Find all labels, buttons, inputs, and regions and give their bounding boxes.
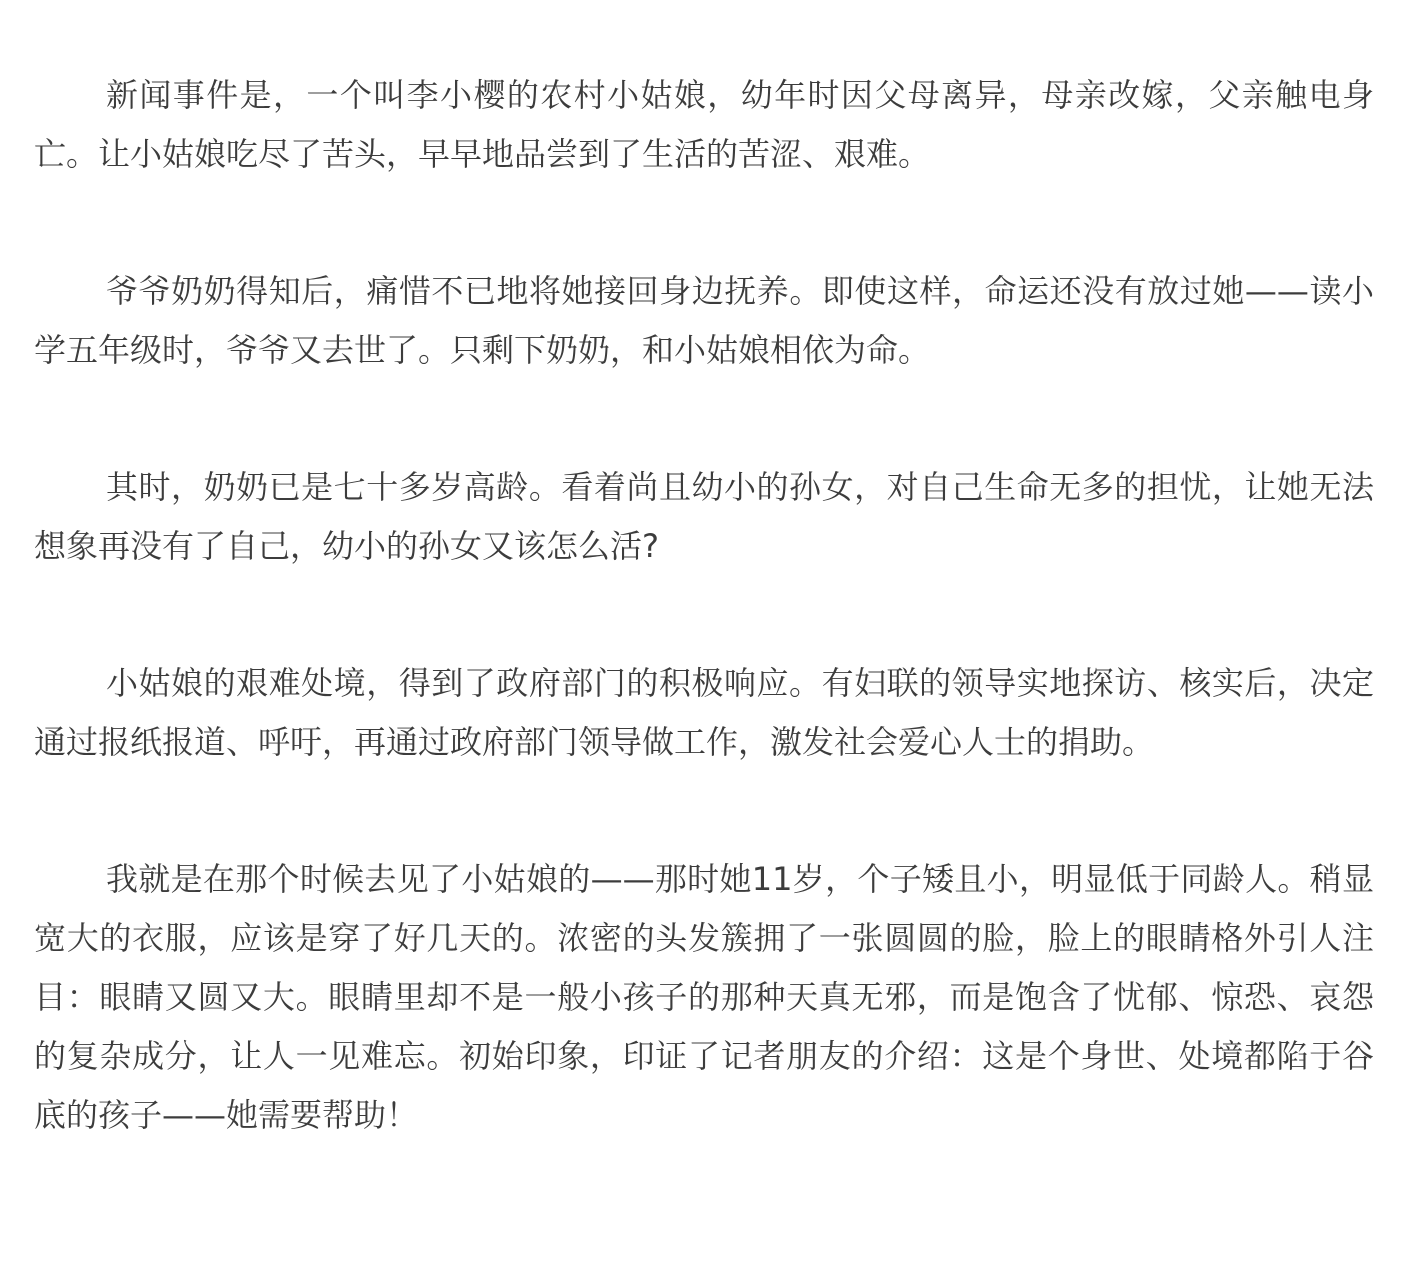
article-body bbox=[34, 66, 1374, 1145]
paragraph-1: 新闻事件是，一个叫李小樱的农村小姑娘，幼年时因父母离异，母亲改嫁，父亲触电身亡。让小姑娘吃尽了苦头，早早地品尝到了生活的苦涩、艰难。 bbox=[34, 76, 1374, 173]
paragraph-5: 我就是在那个时候去见了小姑娘的——那时她11岁，个子矮且小，明显低于同龄人。稍显宽大的衣服，应该是穿了好几天的。浓密的头发簇拥了一张圆圆的脸，脸上的眼睛格外引人注目：眼睛又圆又大。眼睛里却不是一般小孩子的那种天真无邪，而是饱含了忧郁、惊恐、哀怨的复杂成分，让人一见难忘。初始印象，印证了记者朋友的介绍：这是个身世、处境都陷于谷底的孩子——她需要帮助！ bbox=[34, 860, 1374, 1134]
paragraph-4: 小姑娘的艰难处境，得到了政府部门的积极响应。有妇联的领导实地探访、核实后，决定通过报纸报道、呼吁，再通过政府部门领导做工作，激发社会爱心人士的捐助。 bbox=[34, 664, 1374, 761]
paragraph-3: 其时，奶奶已是七十多岁高龄。看着尚且幼小的孙女，对自己生命无多的担忧，让她无法想象再没有了自己，幼小的孙女又该怎么活? bbox=[34, 468, 1374, 565]
paragraph-2: 爷爷奶奶得知后，痛惜不已地将她接回身边抚养。即使这样，命运还没有放过她——读小学五年级时，爷爷又去世了。只剩下奶奶，和小姑娘相依为命。 bbox=[34, 272, 1374, 369]
